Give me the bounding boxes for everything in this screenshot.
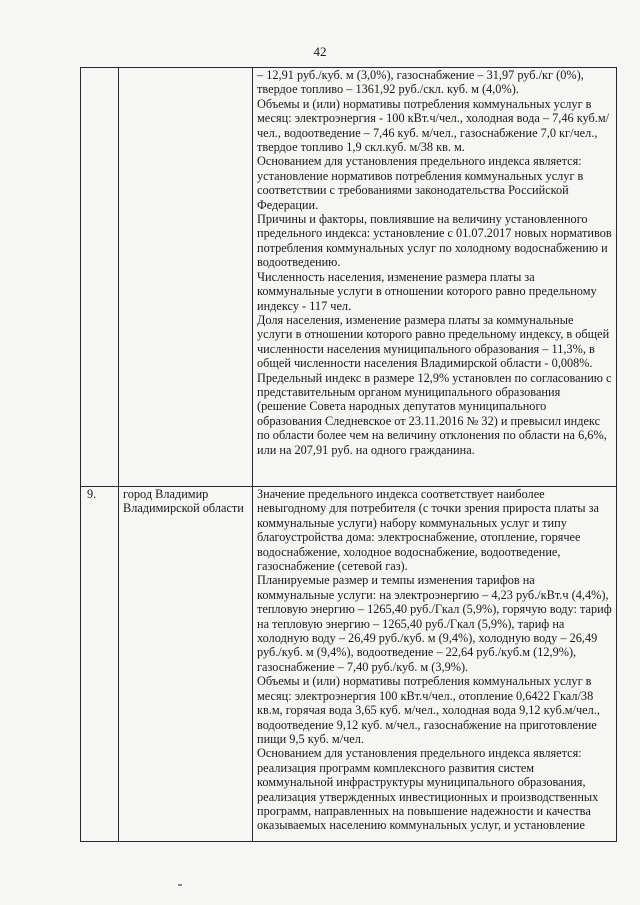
- row-number: 9.: [81, 487, 119, 842]
- index-table: [80, 67, 617, 842]
- paragraph: Объемы и (или) нормативы потребления коммунальных услуг в месяц: электроэнергия 100 кВт.ч/чел., отопление 0,6422 Гкал/38 кв.м, горячая вода 3,65 куб. м/чел., холодная вода 9,12 куб.м/чел., водоотведение 9,12 куб. м/чел., газоснабжение на приготовление пищи 9,5 куб. м/чел.: [257, 674, 600, 746]
- paragraph: – 12,91 руб./куб. м (3,0%), газоснабжение – 31,97 руб./кг (0%), твердое топливо – 1361,92 руб./скл. куб. м (4,0%).: [257, 68, 584, 97]
- page-number: 42: [313, 44, 327, 59]
- row-content: [253, 487, 617, 842]
- row-number: [81, 68, 119, 487]
- paragraph: Основанием для установления предельного индекса является: реализация программ комплексного развития систем коммунальной инфраструктуры муниципального образования, реализация утвержденных инвестиционных и производственных программ, направленных на повышение надежности и качества оказываемых населению коммунальных услуг, и установление: [257, 746, 599, 833]
- municipality-name: [119, 68, 253, 487]
- paragraph: Предельный индекс в размере 12,9% установлен по согласованию с представительным органом муниципального образования (решение Совета народных депутатов муниципального образования Следневское от 23.11.2016 № 32) и превысил индекс по области более чем на величину отклонения по области на 6,6%, или на 207,91 руб. на одного гражданина.: [257, 370, 612, 457]
- row-content: [253, 68, 617, 487]
- municipality-name: город Владимир Владимирской области: [119, 487, 253, 842]
- table-row: [81, 487, 617, 842]
- paragraph: Значение предельного индекса соответствует наиболее невыгодному для потребителя (с точки зрения прироста платы за коммунальные услуги) набору коммунальных услуг и типу благоустройства дома: электроснабжение, отопление, горячее водоснабжение, холодное водоснабжение, водоотведение, газоснабжение (сетевой газ).: [257, 487, 599, 574]
- paragraph: Объемы и (или) нормативы потребления коммунальных услуг в месяц: электроэнергия - 100 кВт.ч/чел., холодная вода – 7,46 куб.м/чел., водоотведение – 7,46 куб. м/чел., газоснабжение 7,0 кг/чел., твердое топливо 1,9 скл.куб. м/38 кв. м.: [257, 96, 610, 155]
- paragraph: Планируемые размер и темпы изменения тарифов на коммунальные услуги: на электроэнергию – 4,23 руб./кВт.ч (4,4%), тепловую энергию – 1265,40 руб./Гкал (5,9%), горячую воду: тариф на тепловую энергию – 1265,40 руб./Гкал (5,9%), тариф на холодную воду – 26,49 руб./куб. м (9,4%), холодную воду – 26,49 руб./куб. м (9,4%), водоотведение – 22,64 руб./куб.м (12,9%), газоснабжение – 7,40 руб./куб. м (3,9%).: [257, 573, 612, 674]
- paragraph: Доля населения, изменение размера платы за коммунальные услуги в отношении которого равно предельному индексу, в общей численности населения муниципального образования – 11,3%, в общей численности населения Владимирской области - 0,008%.: [257, 312, 610, 371]
- scan-speck: [178, 884, 182, 886]
- paragraph: Основанием для установления предельного индекса является: установление нормативов потребления коммунальных услуг в соответствии с требованиями законодательства Российской Федерации.: [257, 154, 584, 212]
- paragraph: Численность населения, изменение размера платы за коммунальные услуги в отношении которого равно предельному индексу - 117 чел.: [257, 269, 597, 313]
- table-row: [81, 68, 617, 487]
- paragraph: Причины и факторы, повлиявшие на величину установленного предельного индекса: установление с 01.07.2017 новых нормативов потребления коммунальных услуг по холодному водоснабжению и водоотведению.: [257, 212, 612, 270]
